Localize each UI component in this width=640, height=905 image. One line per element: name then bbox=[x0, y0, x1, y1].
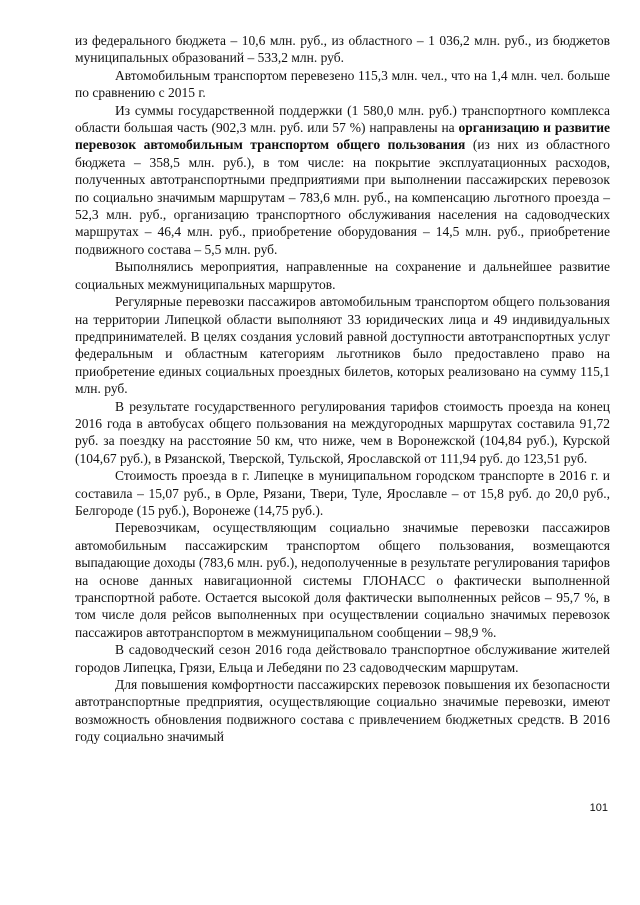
paragraph-regular-transport: Регулярные перевозки пассажиров автомобильным транспортом общего пользования на территории Липецкой области выполняют 33 юридических лица и 49 индивидуальных предпринимателей. В целях создания условий равной доступности автотранспортных услуг федеральным и областным категориям льготников было предоставлено право на приобретение единых социальных проездных билетов, которых реализовано на сумму 115,1 млн. руб. bbox=[75, 294, 610, 397]
paragraph-tariff-regulation: В результате государственного регулирования тарифов стоимость проезда на конец 2016 года в автобусах общего пользования на междугородных маршрутах составила 91,72 руб. за поездку на расстояние 50 км, что ниже, чем в Воронежской (104,84 руб.), Курской (104,67 руб.), в Рязанской, Тверской, Тульской, Ярославской от 111,94 руб. до 123,51 руб. bbox=[75, 398, 610, 466]
paragraph-intermunicipal-routes: Выполнялись мероприятия, направленные на сохранение и дальнейшее развитие социальных межмуниципальных маршрутов. bbox=[75, 259, 610, 292]
page-number: 101 bbox=[589, 802, 608, 814]
paragraph-carrier-compensation: Перевозчикам, осуществляющим социально значимые перевозки пассажиров автомобильным пассажирским транспортом общего пользования, возмещаются выпадающие доходы (783,6 млн. руб.), недополученные в результате регулирования тарифов на основе данных навигационной системы ГЛОНАСС о фактически выполненной транспортной работе. Остается высокой доля фактически выполненных рейсов – 95,7 %, в том числе доля рейсов выполненных при осуществлении социально значимых перевозок пассажиров автотранспортом в межмуниципальном сообщении – 98,9 %. bbox=[75, 520, 610, 640]
state-support-intro: Из суммы государственной поддержки (1 580,0 млн. руб.) транспортного комплекса области большая часть (902,3 млн. руб. или 57 %) направлены на bbox=[75, 102, 610, 136]
paragraph-garden-season: В садоводческий сезон 2016 года действовало транспортное обслуживание жителей городов Липецка, Грязи, Ельца и Лебедяни по 23 садоводческим маршрутам. bbox=[75, 642, 610, 675]
paragraph-passengers-transported: Автомобильным транспортом перевезено 115,3 млн. чел., что на 1,4 млн. чел. больше по сравнению с 2015 г. bbox=[75, 67, 610, 101]
state-support-details: (из них из областного бюджета – 358,5 млн. руб.), в том числе: на покрытие эксплуатационных расходов, полученных автотранспортными предприятиями при выполнении пассажирских перевозок по социально значимым маршрутам – 783,6 млн. руб., на компенсацию льготного проезда – 52,3 млн. руб., организацию транспортного обслуживания населения на садоводческих маршрутах – 46,4 млн. руб., приобретение оборудования – 14,5 млн. руб., приобретение подвижного состава – 5,5 млн. руб. bbox=[75, 137, 611, 257]
state-support-bold-phrase: организацию и развитие перевозок автомобильным транспортом общего пользования bbox=[75, 120, 610, 153]
paragraph-fleet-renewal: Для повышения комфортности пассажирских перевозок повышения их безопасности автотранспортные предприятия, осуществляющие социально значимые перевозки, имеют возможность обновления подвижного состава с привлечением бюджетных средств. В 2016 году социально значимый bbox=[75, 677, 610, 745]
paragraph-state-support bbox=[75, 102, 610, 259]
paragraph-funding-sources: из федерального бюджета – 10,6 млн. руб., из областного – 1 036,2 млн. руб., из бюджетов муниципальных образований – 533,2 млн. руб. bbox=[75, 33, 610, 66]
paragraph-city-fare: Стоимость проезда в г. Липецке в муниципальном городском транспорте в 2016 г. и составила – 15,07 руб., в Орле, Рязани, Твери, Туле, Ярославле – от 15,8 руб. до 20,0 руб., Белгороде (15 руб.), Воронеже (14,75 руб.). bbox=[75, 468, 610, 518]
